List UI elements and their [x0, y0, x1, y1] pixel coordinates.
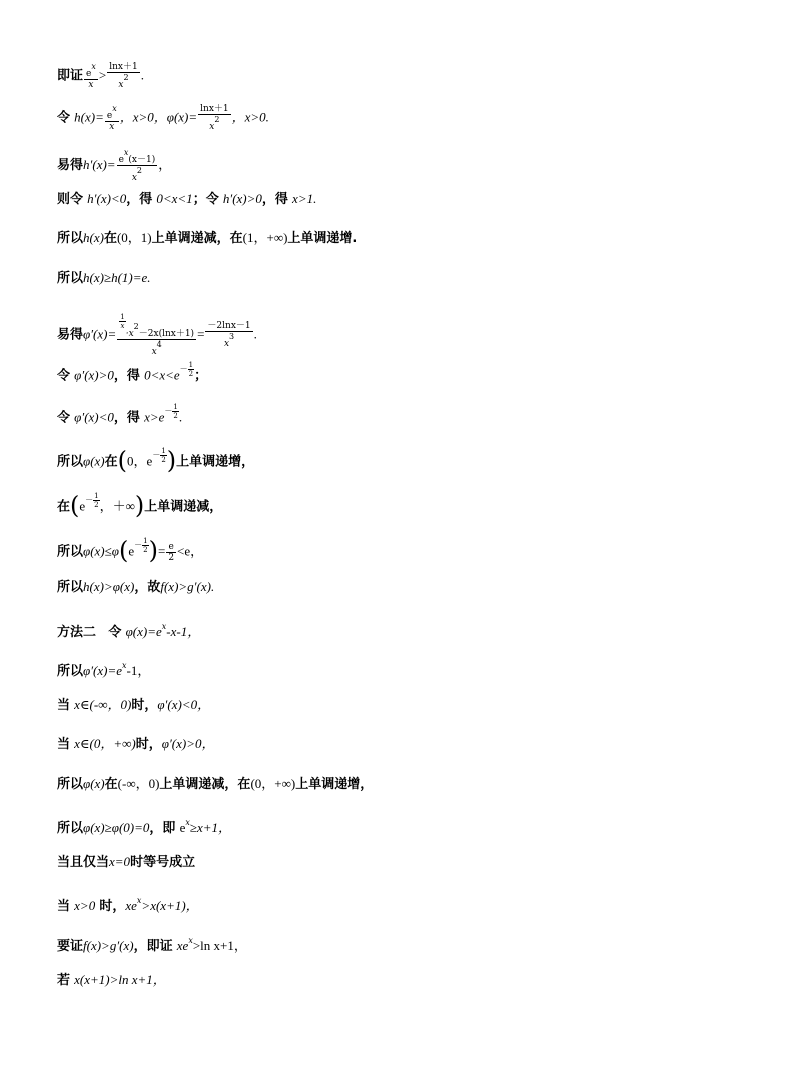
proof-line-7: [57, 313, 257, 357]
left-paren: (: [117, 446, 128, 475]
text-cn: 所以: [57, 664, 84, 679]
text-cn: ，故: [134, 580, 161, 595]
math-text: <e，: [177, 543, 204, 559]
math-text: 0<x<e: [144, 367, 180, 383]
math-text: x>1.: [292, 191, 317, 206]
text-cn: 要证: [57, 939, 84, 954]
text-cn: ，即证: [133, 939, 173, 954]
math-text: φ′(x)=: [83, 326, 117, 342]
text-cn: 当: [57, 698, 71, 713]
math-text: h(x): [83, 230, 104, 245]
math-text: h(x)>φ(x): [83, 579, 135, 594]
proof-line-4: [57, 190, 316, 209]
proof-line-9: [57, 403, 182, 428]
text-cn: ，得: [126, 192, 153, 207]
proof-line-5: [57, 229, 357, 248]
math-text: φ′(x)=e: [83, 663, 123, 678]
text-cn: 在: [104, 777, 118, 792]
fraction-denominator: x: [88, 80, 94, 90]
math-text: φ(x): [83, 776, 105, 791]
text-cn: 所以: [57, 580, 84, 595]
superscript: x: [161, 622, 167, 631]
math-text: .: [140, 67, 144, 83]
proof-line-23: [57, 971, 166, 990]
fraction-numerator: 1: [173, 403, 178, 411]
text-cn: 时，: [135, 737, 162, 752]
proof-line-18: [57, 775, 373, 794]
fraction-numerator: 1: [120, 313, 125, 321]
math-text: (0，1): [116, 230, 152, 245]
fraction-numerator: 1: [94, 492, 99, 500]
math-text: >: [98, 67, 107, 83]
fraction-lnx-over-x2: [107, 62, 139, 90]
superscript: 4: [156, 340, 162, 349]
math-text: h′(x)>0: [222, 191, 262, 206]
right-paren: ): [134, 491, 145, 520]
text-cn: ，即: [149, 821, 176, 836]
fraction-numerator: e: [166, 542, 176, 553]
superscript: x: [185, 818, 190, 827]
text-cn: 在: [57, 499, 71, 515]
math-text: e: [79, 498, 86, 514]
inline-fraction-1-over-x: [119, 313, 125, 330]
text-cn: 易得: [57, 158, 84, 173]
math-text: 0<x<1: [156, 191, 193, 206]
left-paren: (: [70, 491, 80, 520]
proof-line-6: [57, 269, 151, 288]
text-cn: ；: [194, 368, 208, 384]
math-text: (1，+∞): [242, 230, 288, 245]
proof-line-19: [57, 814, 231, 838]
text-cn: 所以: [57, 271, 84, 286]
superscript: x: [188, 936, 193, 945]
math-text: ≥x+1，: [189, 820, 232, 835]
fraction-e-over-2: [166, 542, 176, 563]
proof-line-17: [57, 735, 215, 754]
proof-line-10: [57, 446, 255, 475]
exponent-sign: －: [179, 364, 188, 374]
math-text: x>e: [144, 409, 165, 425]
text-cn: ，得: [261, 192, 288, 207]
proof-line-15: [57, 657, 150, 681]
math-text: 0，e: [127, 453, 153, 469]
math-text: φ′(x)>0，: [161, 736, 215, 751]
proof-line-2: [57, 104, 269, 132]
math-text: >ln x+1，: [192, 938, 247, 953]
fraction-numerator: 1: [188, 361, 194, 369]
text-cn: 所以: [57, 821, 84, 836]
math-text: φ(x): [83, 453, 105, 469]
fraction-denominator: 2: [173, 412, 178, 420]
fraction-numerator-rest: ·x: [125, 329, 134, 339]
fraction-denominator: 2: [161, 456, 166, 464]
proof-line-14: [57, 618, 200, 642]
proof-line-8: [57, 361, 207, 386]
exponent-neg-half: [164, 403, 178, 420]
math-text: e: [179, 820, 186, 835]
text-cn: 所以: [57, 544, 84, 560]
text-cn: 当且仅当: [57, 855, 110, 870]
math-text: x>0: [74, 898, 96, 913]
math-text: >x(x+1)，: [141, 898, 199, 913]
superscript: 3: [229, 332, 235, 341]
fraction-ex-over-x: [84, 62, 98, 90]
superscript: 2: [123, 73, 129, 82]
text-cn: ，得: [113, 368, 140, 384]
text-cn: ，得: [113, 410, 140, 426]
text-cn: 易得: [57, 327, 84, 343]
text-cn: 时，: [131, 698, 158, 713]
right-paren: ): [166, 446, 177, 475]
fraction-denominator: 2: [143, 546, 148, 554]
exponent-neg-half: [134, 537, 148, 554]
fraction-derivative-phi: [117, 313, 196, 357]
text-cn: 令: [108, 625, 122, 640]
method-two-heading: 方法二: [57, 625, 97, 640]
fraction-denominator: x: [131, 173, 137, 183]
math-text: ，x>0，φ(x)=: [119, 109, 198, 125]
fraction-numerator: lnx＋1: [200, 104, 229, 114]
superscript: x: [136, 896, 142, 905]
fraction-numerator: lnx＋1: [109, 62, 138, 72]
math-text: e: [128, 543, 135, 559]
superscript: x: [91, 62, 96, 71]
text-cn: 在: [103, 231, 117, 246]
text-cn: 上单调递增，: [295, 777, 374, 792]
math-text: xe: [176, 938, 189, 953]
proof-line-3: [57, 148, 171, 183]
fraction-denominator: x: [223, 339, 230, 349]
text-cn: 所以: [57, 777, 84, 792]
fraction-denominator: x: [109, 122, 115, 132]
fraction-ex-over-x: [105, 104, 119, 132]
text-cn: 若: [57, 973, 71, 988]
text-cn: 时等号成立: [130, 855, 196, 870]
math-text: h′(x)<0: [87, 191, 127, 206]
superscript: x: [122, 661, 127, 670]
exponent-neg-half: [152, 447, 166, 464]
math-text: -1，: [126, 663, 151, 678]
proof-line-1: [57, 62, 144, 90]
text-cn: 即证: [57, 68, 84, 84]
math-text: x∈(0，+∞): [74, 736, 136, 751]
math-text: φ(x)≥φ(0)=0: [83, 820, 150, 835]
math-text: h′(x)=: [83, 157, 116, 172]
left-paren: (: [118, 536, 129, 565]
text-cn: 所以: [57, 231, 84, 246]
math-text: φ′(x)<0: [74, 409, 114, 425]
proof-line-20: [57, 853, 195, 872]
text-cn: 所以: [57, 454, 84, 470]
text-cn: ；令: [192, 192, 219, 207]
exponent-sign: －: [152, 450, 161, 460]
math-text: φ′(x)<0，: [157, 697, 211, 712]
superscript: x: [123, 148, 129, 157]
math-text: x∈(-∞，0): [74, 697, 132, 712]
proof-line-21: [57, 892, 199, 916]
fraction-lnx-over-x2: [198, 104, 230, 132]
math-text: ，: [158, 157, 172, 172]
fraction-denominator: x: [120, 322, 125, 330]
proof-line-22: [57, 932, 247, 956]
fraction-denominator: x: [151, 347, 157, 357]
proof-line-11: [57, 491, 223, 520]
exponent-neg-half: [180, 361, 194, 378]
text-cn: 上单调递减，在: [159, 777, 251, 792]
math-text: φ(x)=e: [125, 624, 162, 639]
text-cn: 令: [57, 410, 71, 426]
text-cn: 上单调递增.: [287, 231, 358, 246]
fraction-numerator-rest: (x－1): [128, 155, 156, 165]
text-cn: 令: [57, 368, 71, 384]
math-text: f(x)>g′(x).: [160, 579, 215, 594]
text-cn: 则令: [57, 192, 84, 207]
math-text: ，＋∞: [99, 498, 135, 514]
text-cn: 上单调递减，在: [151, 231, 243, 246]
math-text: =: [197, 326, 205, 342]
text-cn: 当: [57, 737, 71, 752]
exponent-sign: －: [134, 540, 143, 550]
proof-line-13: [57, 578, 214, 597]
superscript: 2: [214, 115, 220, 124]
fraction-denominator: 2: [168, 552, 175, 563]
fraction-numerator: e: [86, 69, 92, 79]
fraction-numerator-rest: －2x(lnx＋1): [138, 329, 195, 339]
math-text: h(x)≥h(1)=e.: [83, 270, 151, 285]
right-paren: ): [148, 536, 158, 565]
text-cn: 时，: [99, 899, 126, 914]
fraction-denominator: 2: [188, 370, 194, 378]
fraction-denominator: x: [209, 122, 215, 132]
math-text: f(x)>g′(x): [83, 938, 134, 953]
fraction-numerator: 1: [161, 447, 166, 455]
math-text: (0，+∞): [250, 776, 296, 791]
fraction-numerator: e: [118, 155, 124, 165]
math-text: -x-1，: [166, 624, 201, 639]
fraction-numerator: 1: [143, 537, 148, 545]
math-text: x=0: [109, 854, 131, 869]
proof-line-12: [57, 537, 203, 563]
text-cn: 上单调递增，: [176, 454, 255, 470]
math-text: .: [178, 409, 183, 425]
fraction-derivative-h: [117, 148, 158, 183]
text-cn: 当: [57, 899, 71, 914]
exponent-neg-half: [85, 492, 99, 509]
fraction-denominator: x: [118, 80, 124, 90]
superscript: 2: [136, 166, 142, 175]
math-text: .: [253, 326, 257, 342]
fraction-numerator: e: [106, 111, 113, 121]
superscript: 2: [133, 322, 139, 331]
math-text: ，x>0.: [231, 109, 269, 125]
exponent-sign: －: [164, 406, 173, 416]
exponent-sign: －: [85, 495, 94, 505]
fraction-numerator: －2lnx－1: [207, 321, 251, 331]
text-cn: 上单调递减，: [144, 499, 223, 515]
superscript: x: [112, 104, 117, 113]
math-text: (-∞，0): [117, 776, 160, 791]
text-cn: 在: [104, 454, 118, 470]
fraction-simplified: [205, 321, 252, 349]
text-cn: 令: [57, 110, 71, 126]
math-text: h(x)=: [74, 109, 104, 125]
math-text: =: [157, 543, 166, 559]
proof-line-16: [57, 696, 210, 715]
math-text: φ(x)≤φ: [83, 543, 119, 559]
math-text: x(x+1)>ln x+1，: [74, 972, 166, 987]
fraction-denominator: 2: [94, 501, 99, 509]
math-text: φ′(x)>0: [74, 367, 114, 383]
math-text: xe: [125, 898, 137, 913]
